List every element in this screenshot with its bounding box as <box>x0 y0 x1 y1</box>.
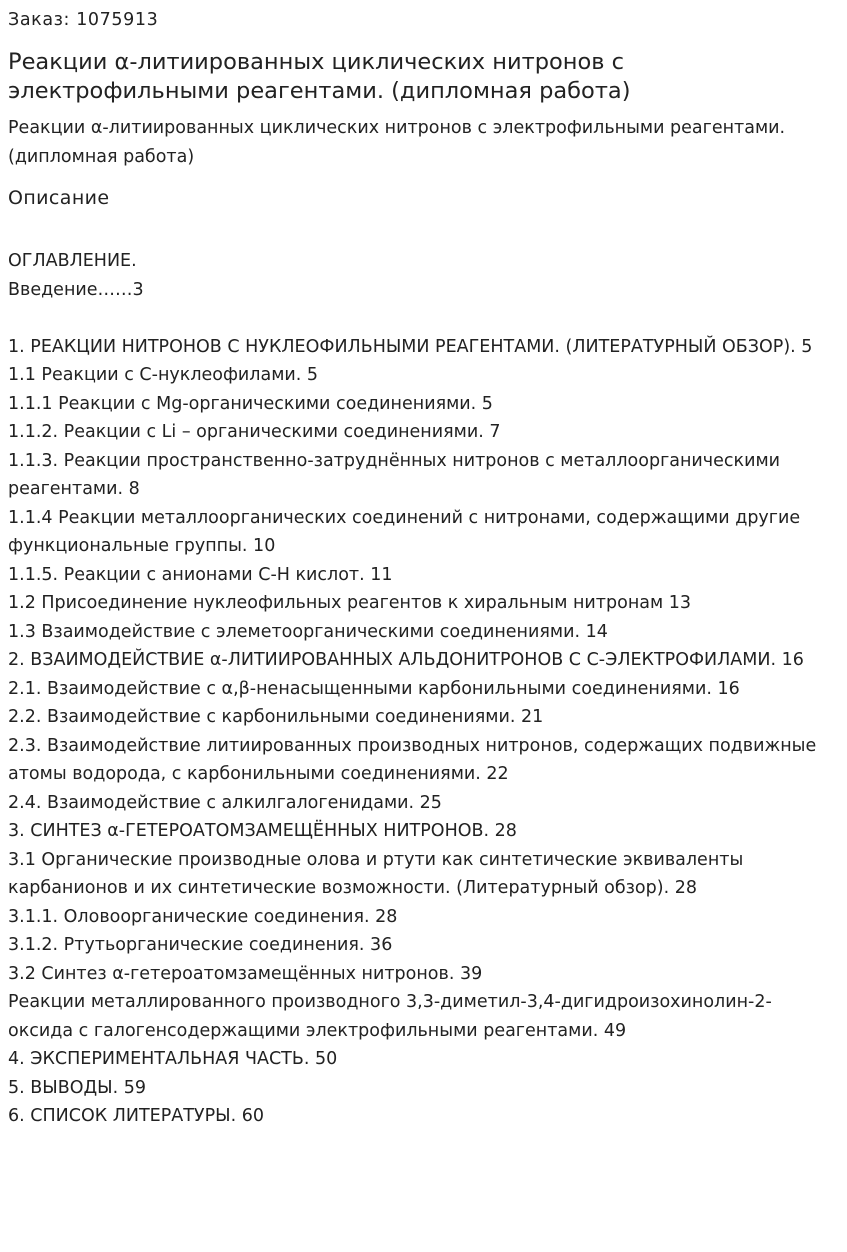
toc-item: 1. РЕАКЦИИ НИТРОНОВ С НУКЛЕОФИЛЬНЫМИ РЕАГЕНТАМИ. (ЛИТЕРАТУРНЫЙ ОБЗОР). 5 <box>8 336 813 357</box>
toc-item: 3.1.1. Оловоорганические соединения. 28 <box>8 906 398 927</box>
toc-item: 1.1.5. Реакции с анионами С-Н кислот. 11 <box>8 564 393 585</box>
toc-item: 2. ВЗАИМОДЕЙСТВИЕ α-ЛИТИИРОВАННЫХ АЛЬДОНИТРОНОВ С С-ЭЛЕКТРОФИЛАМИ. 16 <box>8 650 804 670</box>
toc-item: 3.1 Органические производные олова и ртути как синтетические эквиваленты карбанионов и их синтетические возможности. (Литературный обзор). 28 <box>8 849 744 898</box>
toc-item: 2.4. Взаимодействие с алкилгалогенидами. 25 <box>8 792 442 813</box>
toc-item: 6. СПИСОК ЛИТЕРАТУРЫ. 60 <box>8 1106 264 1126</box>
toc-item: 1.1.4 Реакции металлоорганических соединений с нитронами, содержащими другие функциональные группы. 10 <box>8 507 801 556</box>
toc-item: 1.2 Присоединение нуклеофильных реагентов к хиральным нитронам 13 <box>8 593 692 613</box>
toc-item: ОГЛАВЛЕНИЕ. <box>8 251 137 271</box>
toc-item <box>8 304 828 333</box>
toc-item: 2.1. Взаимодействие с α,β-ненасыщенными карбонильными соединениями. 16 <box>8 678 740 699</box>
page-title: Реакции α-литиированных циклических нитронов с электрофильными реагентами. (дипломная работа) <box>8 49 631 104</box>
toc-item: Введение……3 <box>8 279 144 300</box>
toc-item: 1.1.1 Реакции с Mg-органическими соединениями. 5 <box>8 393 493 414</box>
toc-item: 1.3 Взаимодействие с элеметоорганическими соединениями. 14 <box>8 621 608 642</box>
toc-item: 1.1 Реакции с С-нуклеофилами. 5 <box>8 365 319 385</box>
table-of-contents <box>8 247 828 1131</box>
toc-item: Реакции металлированного производного 3,3-диметил-3,4-дигидроизохинолин-2-оксида с галогенсодержащими электрофильными реагентами. 49 <box>8 992 772 1041</box>
toc-item: 4. ЭКСПЕРИМЕНТАЛЬНАЯ ЧАСТЬ. 50 <box>8 1049 338 1069</box>
description-heading: Описание <box>8 187 110 209</box>
toc-item: 3. СИНТЕЗ α-ГЕТЕРОАТОМЗАМЕЩЁННЫХ НИТРОНОВ. 28 <box>8 821 517 841</box>
order-number: Заказ: 1075913 <box>8 10 159 30</box>
toc-item: 1.1.3. Реакции пространственно-затруднённых нитронов с металлоорганическими реагентами. 8 <box>8 450 781 499</box>
toc-item: 3.2 Синтез α-гетероатомзамещённых нитронов. 39 <box>8 963 483 984</box>
toc-item: 2.2. Взаимодействие с карбонильными соединениями. 21 <box>8 707 544 727</box>
toc-item: 1.1.2. Реакции с Li – органическими соединениями. 7 <box>8 422 501 442</box>
page-subtitle: Реакции α-литиированных циклических нитронов с электрофильными реагентами. (дипломная работа) <box>8 118 786 167</box>
toc-item: 2.3. Взаимодействие литиированных производных нитронов, содержащих подвижные атомы водорода, с карбонильными соединениями. 22 <box>8 735 817 784</box>
toc-item: 5. ВЫВОДЫ. 59 <box>8 1077 146 1098</box>
toc-item: 3.1.2. Ртутьорганические соединения. 36 <box>8 935 393 955</box>
